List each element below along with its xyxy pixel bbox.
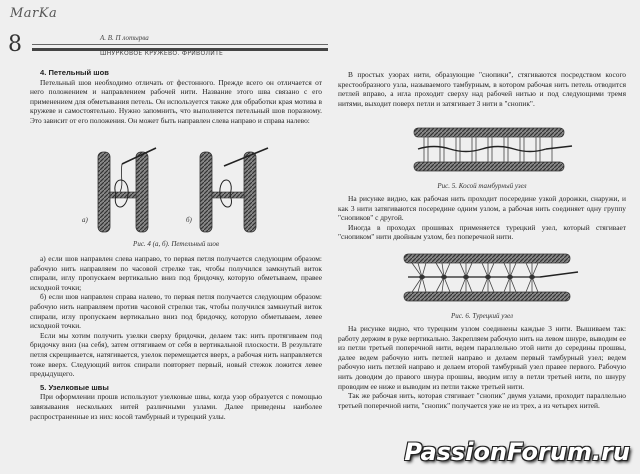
figure-6-caption: Рис. 6. Турецкий узел bbox=[451, 312, 513, 320]
left-paragraph-2: а) если шов направлен слева направо, то первая петля получается следующим образом: рабочую нить направляем по часовой стрелке так, чтобы получился замкнутый виток спирали, иглу пропускаем вертикально вниз под бридочку, которую обметываем, правее исходной точки; bbox=[30, 254, 322, 292]
section-5-title: 5. Узелковые швы bbox=[40, 382, 109, 392]
left-column-bottom bbox=[30, 254, 322, 421]
right-paragraph-1: В простых узорах нити, образующие "снопики", стягиваются посредством косого крестообразного узла, называемого тамбурным, в котором рабочая нить петель отводится петлей вправо, а игла проходит сверху над рабочей нитью и под следующими тремя нитями, выходит поверх петли и затягивает 3 нити в "снопик". bbox=[338, 70, 626, 108]
right-column-bottom bbox=[338, 324, 626, 410]
left-paragraph-3: б) если шов направлен справа налево, то первая петля получается следующим образом: рабочую нить направляем против часовой стрелки так, чтобы получился замкнутый виток спирали, иглу пропускаем вертикально вниз под бридочку, которую обметываем, левее исходной точки. bbox=[30, 292, 322, 331]
figure-6-turkish-knot bbox=[400, 250, 580, 306]
right-column-top bbox=[338, 70, 626, 108]
left-column-top bbox=[30, 68, 322, 126]
section-4-title: 4. Петельный шов bbox=[40, 68, 109, 77]
figure-5-caption: Рис. 5. Косой тамбурный узел bbox=[437, 182, 527, 190]
left-paragraph-5: При оформлении прошв используют узелковые швы, когда узор образуется с помощью завязывания нескольких нитей различными узлами. Далее приведены наиболее распространенные из них: косой тамбурный и турецкий узлы. bbox=[30, 392, 322, 421]
figure-4-buttonhole-stitch bbox=[80, 146, 280, 238]
left-paragraph-4: Если мы хотим получить узелки сверху бридочки, делаем так: нить протягиваем под бридочку вниз (на себя), затем оттягиваем от себя в вертикальной плоскости. В результате петля скрещивается, натягивается, узелок перемещается вверх, а рабочая нить направляется тоже вверх. Следующий виток спирали повторяет первый, новый стежок ложится левее предыдущего. bbox=[30, 330, 322, 379]
right-paragraph-3: Иногда в проходах прошивах применяется турецкий узел, который стягивает "снопиком" нити двойным узлом, без поперечной нити. bbox=[338, 222, 626, 242]
page-number: 8 bbox=[8, 32, 22, 57]
right-paragraph-5: Так же рабочая нить, которая стягивает "снопик" двумя узлами, проходит параллельно третьей поперечной нити, "снопик" получается уже не из трех, а из четырех нитей. bbox=[338, 391, 626, 410]
right-paragraph-4: На рисунке видно, что турецким узлом соединены каждые 3 нити. Вышиваем так: работу держим в руке вертикально. Закрепляем рабочую нить на левом шнуре, выводим ее из петли третьей поперечной нити, ведем параллельно этой нити до середины прошвы, далее ведем рабочую нить петлей направо и делаем первый тамбурный узел; ведем рабочую нить петлей направо и делаем второй тамбурный узел правее первого. Рабочую нить доводим до правого шнура прошвы, вводим иглу в петли третьей нити, по шнуру проводим ее ниже и выводим из петли также третьей нити. bbox=[338, 324, 626, 391]
watermark-bottom: PassionForum.ru bbox=[404, 438, 630, 466]
right-column-middle bbox=[338, 194, 626, 242]
figure-4b-drawing bbox=[200, 148, 268, 232]
watermark-top: MarKa bbox=[10, 6, 58, 21]
left-paragraph-1: Петельный шов необходимо отличать от фестонного. Прежде всего он отличается от него положением и направлением рабочей нити. Название этого шва связано с его применением для обметывания петель. Он используется также для обработки края мотива в кружеве и самостоятельно. Нужно запомнить, что выполняется петельный шов поразному. Это зависит от его положения. Он может быть направлен слева направо и справа налево: bbox=[30, 77, 322, 125]
figure-5-chain-knot bbox=[410, 124, 576, 176]
header-rule-thin bbox=[32, 44, 328, 45]
figure-4a-drawing bbox=[98, 148, 156, 232]
right-paragraph-2: На рисунке видно, как рабочая нить проходит посередине узкой дорожки, снаружи, и как 3 нити затягиваются посередине одним узлом, а рабочая нить соединяет одну группу "снопиков" с другой. bbox=[338, 194, 626, 223]
figure-4b-label: б) bbox=[186, 216, 192, 224]
header-book-title: ШНУРКОВОЕ КРУЖЕВО. ФРИВОЛИТЕ bbox=[100, 50, 224, 57]
figure-4-caption: Рис. 4 (а, б). Петельный шов bbox=[133, 240, 219, 248]
header-author: А. В. П лотырва bbox=[100, 34, 149, 42]
page-header bbox=[8, 34, 320, 56]
figure-4a-label: а) bbox=[82, 216, 88, 224]
